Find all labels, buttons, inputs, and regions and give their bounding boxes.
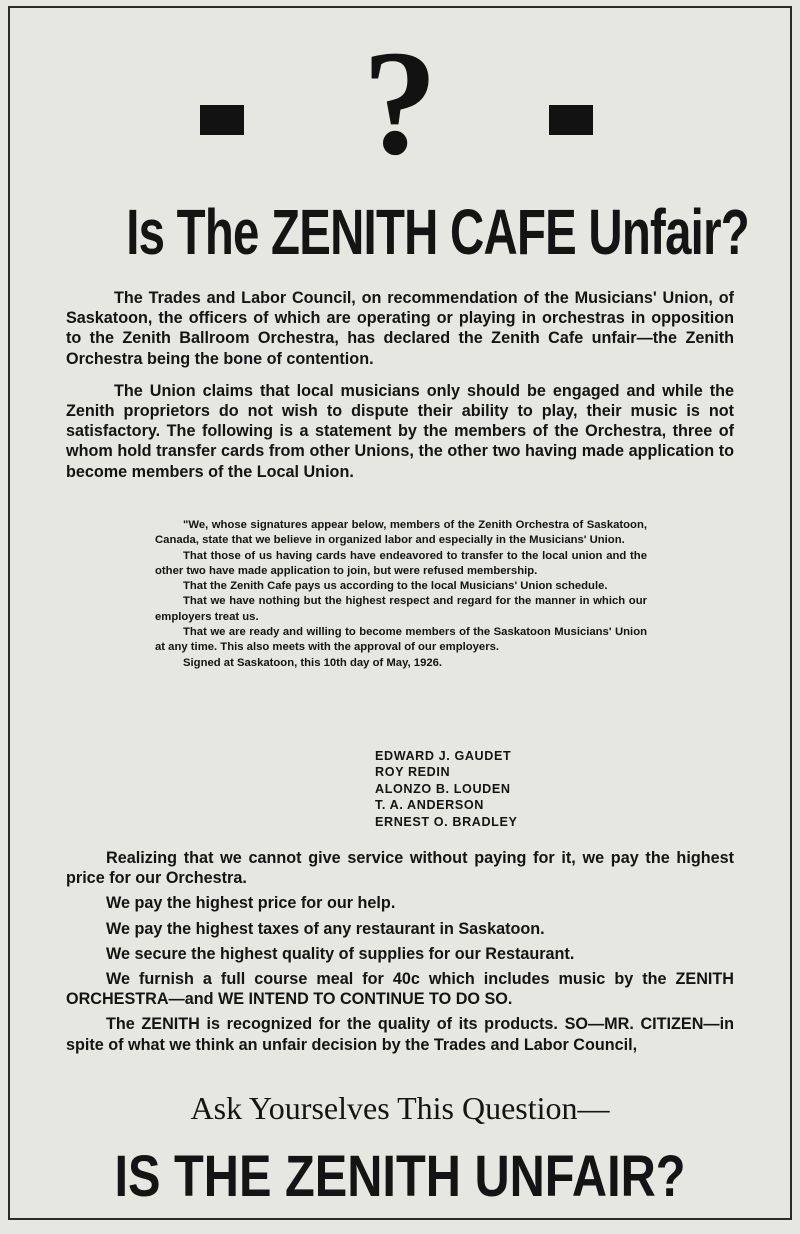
signature: ALONZO B. LOUDEN bbox=[375, 781, 511, 796]
intro-paragraphs bbox=[66, 288, 734, 494]
paragraph: The ZENITH is recognized for the quality of its products. SO—MR. CITIZEN—in spite of what we think an unfair decision by the Trades and Labor Council, bbox=[66, 1015, 734, 1054]
closing-paragraphs bbox=[66, 848, 734, 1060]
question-mark-ornament: ? bbox=[362, 20, 438, 186]
signature: ROY REDIN bbox=[375, 765, 451, 780]
final-question: IS THE ZENITH UNFAIR? bbox=[114, 1144, 686, 1209]
orchestra-statement bbox=[155, 518, 647, 671]
headline: Is The ZENITH CAFE Unfair? bbox=[126, 196, 749, 268]
bleed-through-text bbox=[666, 10, 786, 210]
paragraph: We furnish a full course meal for 40c which includes music by the ZENITH ORCHESTRA—and WE INTEND TO CONTINUE TO DO SO. bbox=[66, 970, 734, 1009]
paragraph: We pay the highest price for our help. bbox=[106, 894, 396, 913]
signature: ERNEST O. BRADLEY bbox=[375, 814, 518, 829]
left-dash-ornament bbox=[200, 105, 244, 135]
statement-line: "We, whose signatures appear below, members of the Zenith Orchestra of Saskatoon, Canada, state that we believe in organized labor and especially in the Musicians' Union. bbox=[155, 519, 647, 547]
signature: T. A. ANDERSON bbox=[375, 798, 484, 813]
paragraph: We pay the highest taxes of any restaurant in Saskatoon. bbox=[106, 919, 545, 938]
statement-line: That we have nothing but the highest respect and regard for the manner in which our employers treat us. bbox=[155, 595, 647, 623]
right-dash-ornament bbox=[549, 105, 593, 135]
signature: EDWARD J. GAUDET bbox=[375, 749, 512, 763]
statement-line: That those of us having cards have endeavored to transfer to the local union and the other two have made application to join, but were refused membership. bbox=[155, 549, 647, 577]
paragraph: The Trades and Labor Council, on recommendation of the Musicians' Union, of Saskatoon, the officers of which are operating or playing in orchestras in opposition to the Zenith Ballroom Orchestra, has declared the Zenith Cafe unfair—the Zenith Orchestra being the bone of contention. bbox=[66, 289, 734, 368]
signature-list bbox=[375, 748, 517, 830]
paragraph: The Union claims that local musicians only should be engaged and while the Zenith proprietors do not wish to dispute their ability to play, their music is not satisfactory. The following is a statement by the members of the Orchestra, three of whom hold transfer cards from other Unions, the other two having made application to become members of the Local Union. bbox=[66, 381, 734, 481]
statement-line: That the Zenith Cafe pays us according to the local Musicians' Union schedule. bbox=[183, 580, 608, 593]
ask-line: Ask Yourselves This Question— bbox=[190, 1090, 610, 1126]
paragraph: We secure the highest quality of supplies for our Restaurant. bbox=[106, 944, 575, 963]
statement-line: Signed at Saskatoon, this 10th day of May, 1926. bbox=[183, 656, 443, 669]
paragraph: Realizing that we cannot give service without paying for it, we pay the highest price for our Orchestra. bbox=[66, 849, 734, 888]
statement-line: That we are ready and willing to become members of the Saskatoon Musicians' Union at any time. This also meets with the approval of our employers. bbox=[155, 626, 647, 654]
